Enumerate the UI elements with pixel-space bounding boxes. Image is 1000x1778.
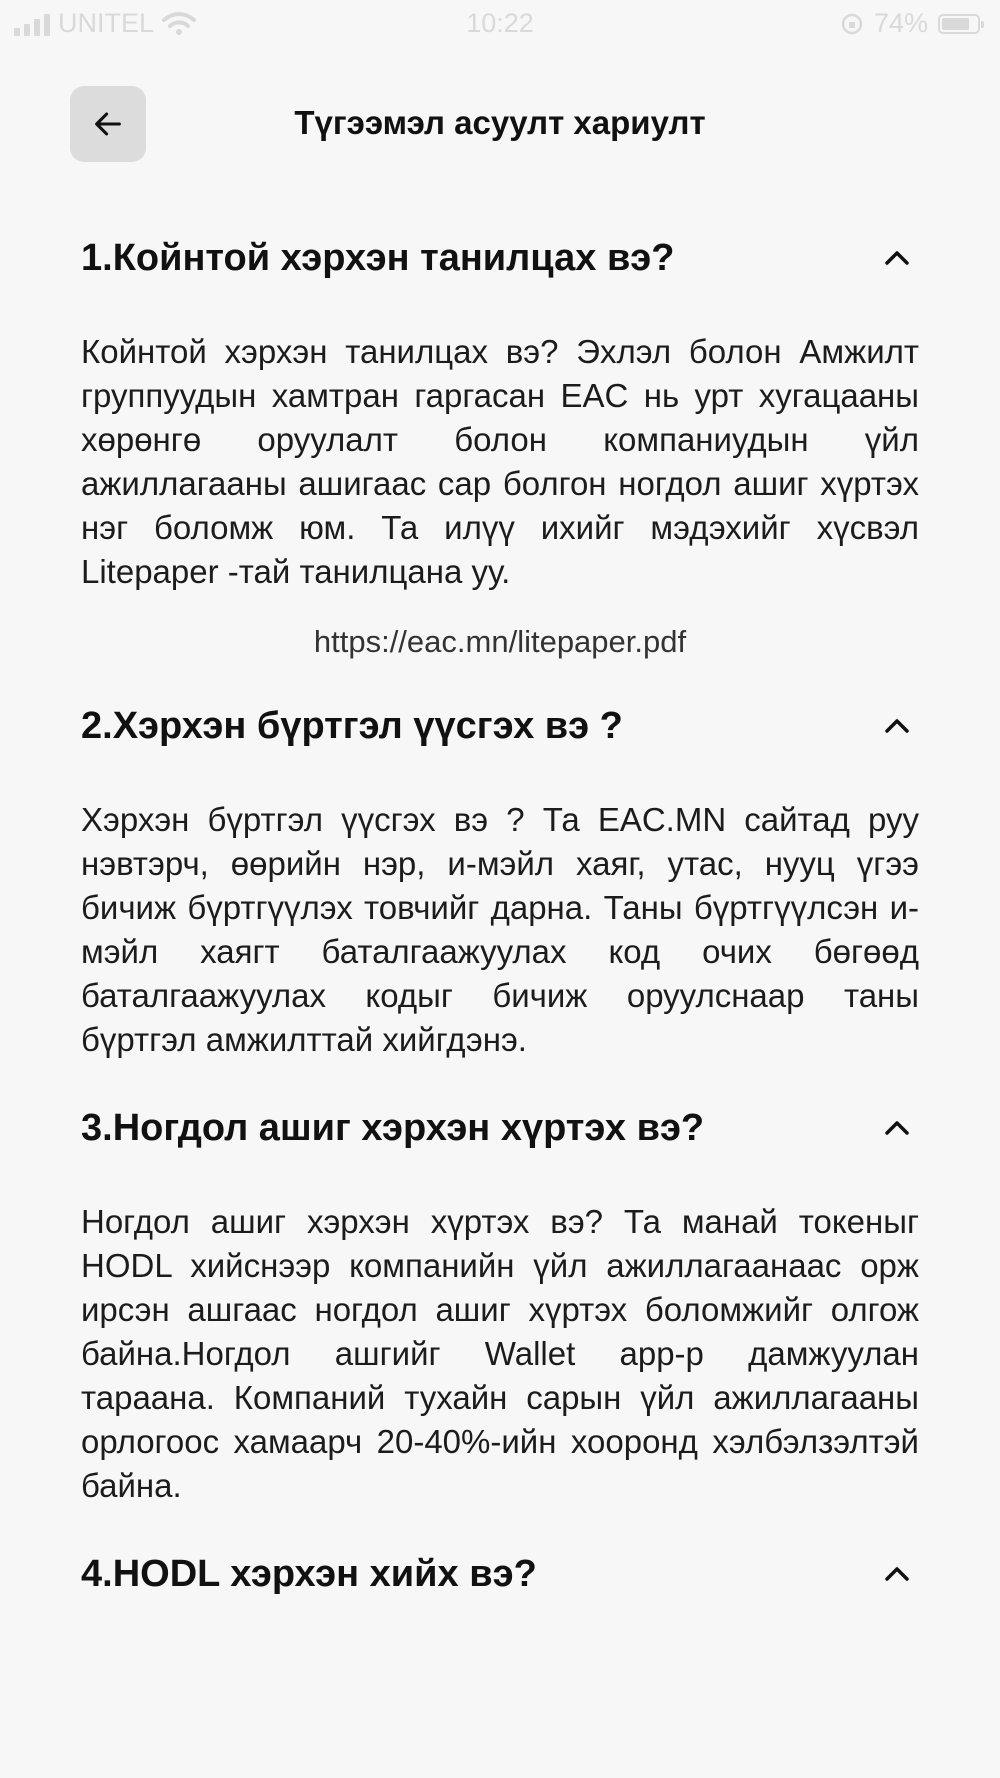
faq-toggle[interactable] bbox=[81, 1100, 919, 1156]
faq-answer: Койнтой хэрхэн танилцах вэ? Эхлэл болон Амжилт группуудын хамтран гаргасан EAC нь урт хугацааны хөрөнгө оруулалт болон компаниудын үйл ажиллагааны ашигаас сар болгон ногдол ашиг хүртэх нэг боломж юм. Та илүү ихийг мэдэхийг хүсвэл Litepaper -тай танилцана уу. bbox=[81, 333, 919, 590]
faq-toggle[interactable] bbox=[81, 230, 919, 286]
status-time: 10:22 bbox=[466, 8, 534, 38]
chevron-up-icon[interactable] bbox=[877, 1554, 917, 1594]
chevron-up-icon[interactable] bbox=[877, 706, 917, 746]
faq-toggle[interactable] bbox=[81, 1546, 919, 1602]
chevron-up-icon[interactable] bbox=[877, 1108, 917, 1148]
faq-question: 3.Ногдол ашиг хэрхэн хүртэх вэ? bbox=[81, 1107, 705, 1149]
status-bar bbox=[0, 0, 1000, 48]
faq-item bbox=[81, 230, 919, 660]
faq-question: 4.HODL хэрхэн хийх вэ? bbox=[81, 1553, 537, 1595]
faq-item bbox=[81, 698, 919, 1062]
faq-question: 2.Хэрхэн бүртгэл үүсгэх вэ ? bbox=[81, 705, 623, 747]
battery-icon bbox=[938, 14, 980, 34]
chevron-up-icon[interactable] bbox=[877, 238, 917, 278]
page-title: Түгээмэл асуулт хариулт bbox=[294, 104, 706, 141]
faq-item bbox=[81, 1546, 919, 1602]
faq-list bbox=[81, 230, 919, 1640]
orientation-lock-icon bbox=[840, 12, 864, 36]
faq-question: 1.Койнтой хэрхэн танилцах вэ? bbox=[81, 237, 675, 279]
faq-toggle[interactable] bbox=[81, 698, 919, 754]
faq-answer: Ногдол ашиг хэрхэн хүртэх вэ? Та манай токеныг HODL хийснээр компанийн үйл ажиллагаанаас орж ирсэн ашгаас ногдол ашиг хүртэх боломжийг олгож байна.Ногдол ашгийг Wallet app-р дамжуулан тараана. Компаний тухайн сарын үйл ажиллагааны орлогоос хамаарч 20-40%-ийн хооронд хэлбэлзэлтэй байна. bbox=[81, 1203, 919, 1504]
litepaper-link[interactable]: https://eac.mn/litepaper.pdf bbox=[313, 624, 687, 659]
carrier-label: UNITEL bbox=[58, 8, 155, 38]
faq-answer: Хэрхэн бүртгэл үүсгэх вэ ? Та EAC.MN сайтад руу нэвтэрч, өөрийн нэр, и-мэйл хаяг, утас, нууц үгээ бичиж бүртгүүлэх товчийг дарна. Таны бүртгүүлсэн и-мэйл хаягт баталгаажуулах код очих бөгөөд баталгаажуулах кодыг бичиж оруулснаар таны бүртгэл амжилттай хийгдэнэ. bbox=[81, 801, 919, 1058]
battery-percent: 74% bbox=[873, 8, 928, 38]
faq-item bbox=[81, 1100, 919, 1508]
status-right bbox=[840, 8, 980, 39]
